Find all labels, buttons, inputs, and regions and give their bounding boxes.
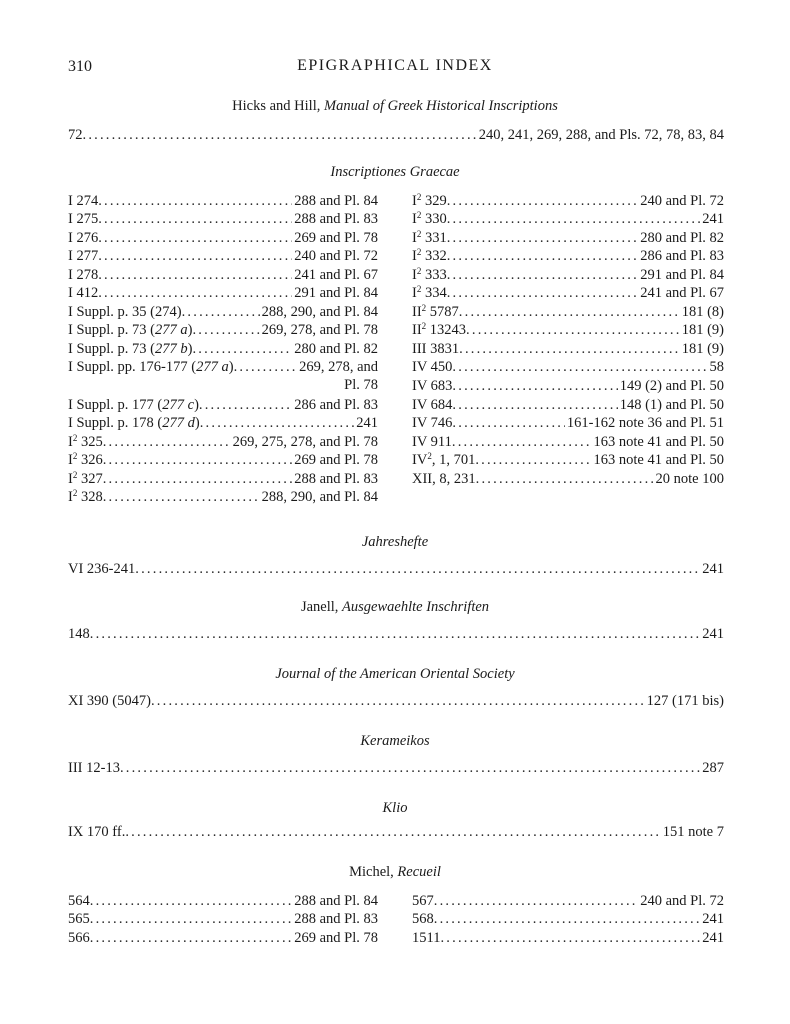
entry-reference: 240 and Pl. 72 — [640, 893, 724, 909]
label-superscript: 2 — [416, 266, 422, 276]
index-entry — [68, 470, 378, 488]
leader-dots — [103, 451, 293, 469]
index-entry — [412, 414, 724, 432]
index-entry — [412, 396, 724, 414]
label-text: II — [412, 322, 422, 338]
label-text: 331 — [421, 230, 447, 246]
entry-label: 1511 — [412, 930, 441, 946]
section-heading-klio: Klio — [382, 800, 408, 816]
index-entry — [412, 303, 724, 321]
entry-label: VI 236-241 — [68, 561, 136, 577]
index-entry — [68, 414, 378, 432]
entry-reference: 288 and Pl. 84 — [294, 193, 378, 209]
entry-reference: 241 — [702, 211, 724, 227]
entry-label — [68, 358, 234, 376]
index-entry — [68, 823, 724, 841]
label-superscript: 2 — [72, 470, 78, 480]
leader-dots — [120, 759, 700, 777]
label-text: I Suppl. p. 177 ( — [68, 397, 163, 413]
label-text: 325 — [77, 434, 103, 450]
leader-dots — [90, 892, 292, 910]
leader-dots — [98, 192, 292, 210]
index-entry — [412, 470, 724, 488]
index-entry — [68, 625, 724, 643]
entry-label: 564 — [68, 893, 90, 909]
entry-label — [412, 192, 447, 210]
entry-label — [68, 470, 103, 488]
entry-reference: 269, 275, 278, and Pl. 78 — [232, 434, 378, 450]
entry-label — [68, 451, 103, 469]
label-italic: 277 a — [155, 322, 188, 338]
leader-dots — [125, 823, 660, 841]
section-title: Manual of Greek Historical Inscriptions — [323, 98, 558, 114]
entry-reference: 269, 278, and — [299, 359, 378, 375]
label-text: 326 — [77, 452, 103, 468]
entry-label — [412, 247, 447, 265]
leader-dots — [98, 266, 292, 284]
leader-dots — [447, 284, 639, 302]
section-author: Janell, — [300, 599, 343, 615]
entry-label: IV 911 — [412, 434, 452, 450]
entry-label: I Suppl. p. 35 (274) — [68, 304, 182, 320]
leader-dots — [199, 396, 292, 414]
entry-reference: 241 — [356, 415, 378, 431]
leader-dots — [90, 929, 292, 947]
section-heading-kerameikos: Kerameikos — [360, 733, 430, 749]
entry-label — [68, 433, 103, 451]
label-text: I — [68, 489, 73, 505]
label-text: 332 — [421, 248, 447, 264]
entry-label: 148 — [68, 626, 90, 642]
index-entry — [412, 321, 724, 339]
label-text: ) — [187, 341, 193, 357]
entry-label: IV 450 — [412, 359, 453, 375]
section-heading-ig: Inscriptiones Graecae — [330, 164, 460, 180]
label-text: II — [412, 304, 422, 320]
entry-reference: 288 and Pl. 83 — [294, 911, 378, 927]
index-entry — [68, 488, 378, 506]
index-entry — [68, 192, 378, 210]
leader-dots — [452, 433, 592, 451]
entry-label — [412, 266, 447, 284]
leader-dots — [98, 210, 292, 228]
running-title: EPIGRAPHICAL INDEX — [297, 57, 493, 74]
section-author: Hicks and Hill, — [232, 98, 324, 114]
leader-dots — [103, 433, 231, 451]
label-text: 5787 — [426, 304, 459, 320]
leader-dots — [466, 321, 680, 339]
entry-reference: 163 note 41 and Pl. 50 — [593, 452, 724, 468]
index-entry — [412, 358, 724, 376]
label-superscript: 2 — [72, 451, 78, 461]
index-entry — [412, 192, 724, 210]
label-text: I Suppl. p. 73 ( — [68, 341, 155, 357]
entry-label — [412, 210, 447, 228]
leader-dots — [192, 321, 259, 339]
label-superscript: 2 — [72, 488, 78, 498]
label-text: 327 — [77, 471, 103, 487]
entry-reference: 287 — [702, 760, 724, 776]
label-text: I Suppl. pp. 176-177 ( — [68, 359, 197, 375]
index-entry — [68, 560, 724, 578]
section-author: Michel, — [349, 864, 398, 880]
entry-label — [68, 396, 199, 414]
entry-reference: 241 — [702, 561, 724, 577]
index-entry — [68, 340, 378, 358]
entry-reference: 288, 290, and Pl. 84 — [261, 489, 378, 505]
entry-reference: 288, 290, and Pl. 84 — [261, 304, 378, 320]
entry-reference: 269 and Pl. 78 — [294, 930, 378, 946]
entry-label: XI 390 (5047) — [68, 693, 151, 709]
entry-label: IX 170 ff. — [68, 824, 126, 840]
entry-label: IV 746 — [412, 415, 453, 431]
section-title: Recueil — [397, 864, 441, 880]
entry-label: I 274 — [68, 193, 99, 209]
entry-reference: 161-162 note 36 and Pl. 51 — [566, 415, 724, 431]
index-entry — [68, 892, 378, 910]
entry-reference: 241 and Pl. 67 — [640, 285, 724, 301]
index-entry — [412, 247, 724, 265]
entry-label — [68, 488, 103, 506]
entry-reference: 288 and Pl. 84 — [294, 893, 378, 909]
index-entry — [68, 303, 378, 321]
entry-reference: 291 and Pl. 84 — [294, 285, 378, 301]
entry-label: 72 — [68, 127, 83, 143]
leader-dots — [83, 126, 477, 144]
entry-reference: 288 and Pl. 83 — [294, 211, 378, 227]
leader-dots — [440, 929, 700, 947]
leader-dots — [98, 229, 292, 247]
leader-dots — [434, 910, 701, 928]
label-text: IV — [412, 452, 428, 468]
entry-reference: 288 and Pl. 83 — [294, 471, 378, 487]
index-entry — [412, 340, 724, 358]
index-entry — [68, 229, 378, 247]
index-entry — [412, 210, 724, 228]
leader-dots — [200, 414, 355, 432]
label-text: 333 — [421, 267, 447, 283]
leader-dots — [452, 396, 617, 414]
label-superscript: 2 — [416, 229, 422, 239]
label-superscript: 2 — [421, 303, 427, 313]
index-entry — [68, 284, 378, 302]
label-text: 328 — [77, 489, 103, 505]
label-text: ) — [187, 322, 193, 338]
entry-label — [68, 340, 192, 358]
entry-reference: 286 and Pl. 83 — [640, 248, 724, 264]
leader-dots — [452, 414, 565, 432]
entry-label — [68, 321, 192, 339]
entry-reference: 148 (1) and Pl. 50 — [619, 397, 724, 413]
entry-label: III 3831 — [412, 341, 460, 357]
entry-label: I 412 — [68, 285, 99, 301]
label-superscript: 2 — [72, 433, 78, 443]
leader-dots — [90, 910, 292, 928]
label-text: I — [68, 471, 73, 487]
index-entry — [412, 910, 724, 928]
entry-reference: 181 (8) — [681, 304, 724, 320]
label-text: I — [412, 248, 417, 264]
leader-dots — [234, 358, 298, 376]
leader-dots — [452, 377, 617, 395]
entry-reference: 151 note 7 — [662, 824, 724, 840]
entry-reference: 240 and Pl. 72 — [294, 248, 378, 264]
entry-reference: 269 and Pl. 78 — [294, 452, 378, 468]
entry-reference: 241 and Pl. 67 — [294, 267, 378, 283]
entry-label — [68, 414, 200, 432]
leader-dots — [103, 488, 260, 506]
label-text: , 1, 701 — [431, 452, 476, 468]
leader-dots — [151, 692, 645, 710]
label-superscript: 2 — [416, 284, 422, 294]
index-entry — [412, 284, 724, 302]
section-heading-jaos: Journal of the American Oriental Society — [275, 666, 515, 682]
index-entry — [412, 892, 724, 910]
entry-reference: 181 (9) — [681, 322, 724, 338]
label-text: 334 — [421, 285, 447, 301]
entry-reference: 240 and Pl. 72 — [640, 193, 724, 209]
label-superscript: 2 — [421, 321, 427, 331]
leader-dots — [447, 247, 639, 265]
leader-dots — [476, 470, 654, 488]
leader-dots — [103, 470, 293, 488]
entry-reference: 127 (171 bis) — [646, 693, 724, 709]
entry-label — [412, 321, 466, 339]
entry-reference-continued: Pl. 78 — [344, 377, 378, 393]
entry-label — [412, 229, 447, 247]
leader-dots — [98, 284, 292, 302]
section-heading-janell — [0, 599, 790, 616]
label-superscript: 2 — [416, 247, 422, 257]
entry-reference: 58 — [709, 359, 724, 375]
entry-label: I 275 — [68, 211, 99, 227]
label-italic: 277 a — [196, 359, 229, 375]
entry-label — [412, 284, 447, 302]
index-entry — [412, 266, 724, 284]
index-entry — [412, 229, 724, 247]
index-entry — [68, 126, 724, 144]
entry-label — [412, 451, 475, 469]
entry-label: IV 684 — [412, 397, 453, 413]
entry-label: IV 683 — [412, 378, 453, 394]
label-superscript: 2 — [416, 210, 422, 220]
entry-reference: 181 (9) — [681, 341, 724, 357]
index-entry — [68, 910, 378, 928]
leader-dots — [459, 340, 680, 358]
section-heading-michel — [0, 864, 790, 881]
label-text: I — [412, 230, 417, 246]
index-entry — [68, 433, 378, 451]
label-text: ) — [194, 415, 200, 431]
label-text: 329 — [421, 193, 447, 209]
entry-reference: 291 and Pl. 84 — [640, 267, 724, 283]
entry-label: 566 — [68, 930, 90, 946]
index-entry — [412, 377, 724, 395]
label-superscript: 2 — [416, 192, 422, 202]
label-text: 13243 — [426, 322, 467, 338]
entry-label: I 276 — [68, 230, 99, 246]
entry-reference: 269, 278, and Pl. 78 — [261, 322, 378, 338]
entry-reference: 241 — [702, 911, 724, 927]
leader-dots — [135, 560, 700, 578]
index-entry — [412, 929, 724, 947]
leader-dots — [475, 451, 591, 469]
leader-dots — [98, 247, 292, 265]
entry-reference: 163 note 41 and Pl. 50 — [593, 434, 724, 450]
entry-reference: 280 and Pl. 82 — [640, 230, 724, 246]
index-entry — [68, 266, 378, 284]
index-entry — [68, 759, 724, 777]
entry-label: 565 — [68, 911, 90, 927]
label-text: I — [412, 193, 417, 209]
index-entry — [68, 210, 378, 228]
index-entry — [68, 358, 378, 376]
entry-reference: 241 — [702, 626, 724, 642]
page-number: 310 — [68, 58, 92, 75]
label-text: I — [412, 211, 417, 227]
index-entry — [68, 396, 378, 414]
entry-label: III 12-13 — [68, 760, 120, 776]
label-italic: 277 d — [162, 415, 195, 431]
label-text: I — [412, 267, 417, 283]
label-text: ) — [228, 359, 234, 375]
label-text: I — [68, 434, 73, 450]
leader-dots — [447, 266, 639, 284]
entry-reference: 280 and Pl. 82 — [294, 341, 378, 357]
label-superscript: 2 — [427, 451, 432, 461]
leader-dots — [182, 303, 260, 321]
leader-dots — [434, 892, 638, 910]
leader-dots — [447, 229, 639, 247]
label-text: I — [68, 452, 73, 468]
leader-dots — [459, 303, 680, 321]
entry-label: 568 — [412, 911, 434, 927]
leader-dots — [447, 192, 639, 210]
entry-reference: 286 and Pl. 83 — [294, 397, 378, 413]
entry-reference: 240, 241, 269, 288, and Pls. 72, 78, 83, 84 — [478, 127, 724, 143]
entry-reference: 269 and Pl. 78 — [294, 230, 378, 246]
entry-label: I 277 — [68, 248, 99, 264]
section-title: Ausgewaehlte Inschriften — [342, 599, 490, 615]
section-heading-hicks — [0, 98, 790, 115]
leader-dots — [192, 340, 292, 358]
entry-reference: 149 (2) and Pl. 50 — [619, 378, 724, 394]
leader-dots — [90, 625, 701, 643]
label-italic: 277 b — [155, 341, 188, 357]
index-entry — [68, 929, 378, 947]
entry-reference: 20 note 100 — [655, 471, 724, 487]
index-entry — [412, 451, 724, 469]
label-text: I — [412, 285, 417, 301]
entry-label: I 278 — [68, 267, 99, 283]
index-entry — [412, 433, 724, 451]
section-heading-jahreshefte: Jahreshefte — [361, 534, 429, 550]
entry-label: 567 — [412, 893, 434, 909]
label-text: I Suppl. p. 178 ( — [68, 415, 163, 431]
entry-label: XII, 8, 231 — [412, 471, 476, 487]
label-text: I Suppl. p. 73 ( — [68, 322, 155, 338]
index-entry — [68, 692, 724, 710]
index-entry — [68, 247, 378, 265]
entry-reference: 241 — [702, 930, 724, 946]
label-italic: 277 c — [162, 397, 195, 413]
leader-dots — [447, 210, 701, 228]
index-entry — [68, 451, 378, 469]
label-text: 330 — [421, 211, 447, 227]
leader-dots — [452, 358, 707, 376]
label-text: ) — [194, 397, 199, 413]
index-entry — [68, 321, 378, 339]
entry-label — [412, 303, 459, 321]
